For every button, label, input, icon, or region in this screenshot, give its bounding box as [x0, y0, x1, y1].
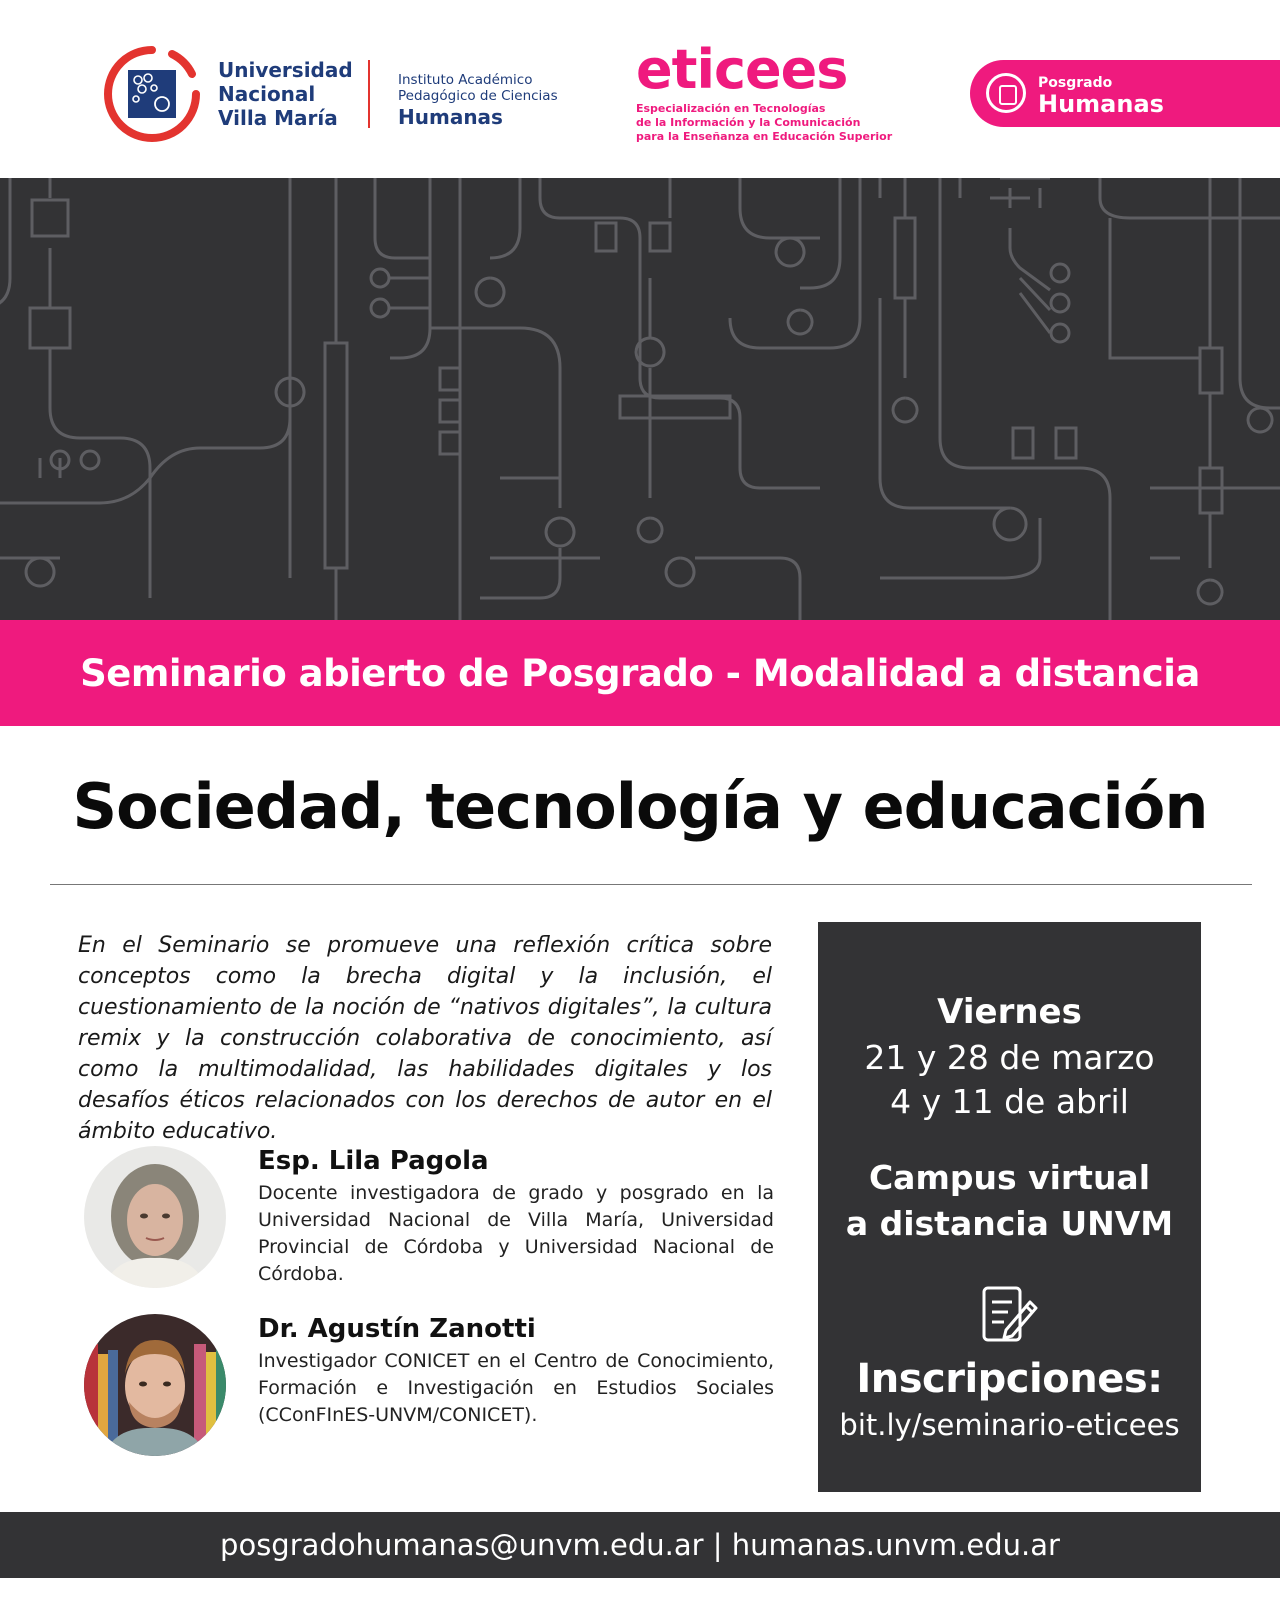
speaker-bio: Docente investigadora de grado y posgrado en la Universidad Nacional de Villa María, Universidad Provincial de Córdoba y Universidad Nacional de Córdoba.	[258, 1182, 774, 1285]
eticees-subtitle	[636, 102, 896, 144]
institute-line: Pedagógico de Ciencias	[398, 88, 558, 104]
footer	[0, 1512, 1280, 1578]
circuit-pattern-icon	[0, 178, 1280, 620]
eticees-sub-line: Especialización en Tecnologías	[636, 102, 826, 115]
footer-contact: posgradohumanas@unvm.edu.ar | humanas.unvm.edu.ar	[220, 1528, 1060, 1562]
eticees-wordmark-icon	[636, 44, 876, 96]
event-info-box	[818, 922, 1201, 1492]
posgrado-label: Posgrado	[1038, 75, 1113, 91]
hero-circuit-image	[0, 178, 1280, 620]
institute-line: Instituto Académico	[398, 72, 533, 88]
speaker-photo-avatar	[84, 1314, 226, 1456]
eticees-sub-line: de la Información y la Comunicación	[636, 116, 861, 129]
event-dates-march: 21 y 28 de marzo	[864, 1038, 1155, 1077]
posgrado-logo-icon	[986, 73, 1026, 113]
speaker-name: Dr. Agustín Zanotti	[258, 1314, 536, 1344]
event-dates-april: 4 y 11 de abril	[890, 1082, 1129, 1121]
form-edit-icon	[976, 1282, 1042, 1348]
title-divider	[50, 884, 1252, 885]
university-line: Villa María	[218, 106, 338, 130]
institute-name	[398, 72, 598, 130]
eticees-sub-line: para la Enseñanza en Educación Superior	[636, 130, 893, 143]
seminar-band-text: Seminario abierto de Posgrado - Modalidad a distancia	[80, 651, 1200, 695]
university-line: Nacional	[218, 82, 316, 106]
speaker-photo-avatar	[84, 1146, 226, 1288]
event-location-line: a distancia UNVM	[845, 1204, 1174, 1243]
unvm-logo-icon	[102, 44, 202, 144]
eticees-wordmark-text: eticees	[636, 44, 848, 96]
posgrado-humanas-badge	[970, 60, 1280, 127]
registration-link[interactable]: bit.ly/seminario-eticees	[839, 1408, 1180, 1442]
university-name	[218, 58, 368, 130]
header	[0, 0, 1280, 178]
event-day: Viernes	[937, 992, 1082, 1032]
university-line: Universidad	[218, 58, 353, 82]
registration-heading: Inscripciones:	[856, 1356, 1163, 1402]
header-divider	[368, 60, 370, 128]
speaker-name: Esp. Lila Pagola	[258, 1146, 489, 1176]
speaker-bio: Investigador CONICET en el Centro de Conocimiento, Formación e Investigación en Estudios Sociales (CConFInES-UNVM/CONICET).	[258, 1350, 774, 1426]
event-location-line: Campus virtual	[868, 1158, 1151, 1197]
seminar-description: En el Seminario se promueve una reflexión crítica sobre conceptos como la brecha digital y la inclusión, el cuestionamiento de la noción de “nativos digitales”, la cultura remix y la construcción colaborativa de conocimiento, así como la multimodalidad, las habilidades digitales y los desafíos éticos relacionados con los derechos de autor en el ámbito educativo.	[78, 933, 772, 1144]
page-title: Sociedad, tecnología y educación	[72, 770, 1208, 843]
institute-bold: Humanas	[398, 105, 503, 129]
posgrado-humanas-label: Humanas	[1038, 90, 1164, 118]
seminar-band	[0, 620, 1280, 726]
eticees-logo	[636, 44, 896, 144]
